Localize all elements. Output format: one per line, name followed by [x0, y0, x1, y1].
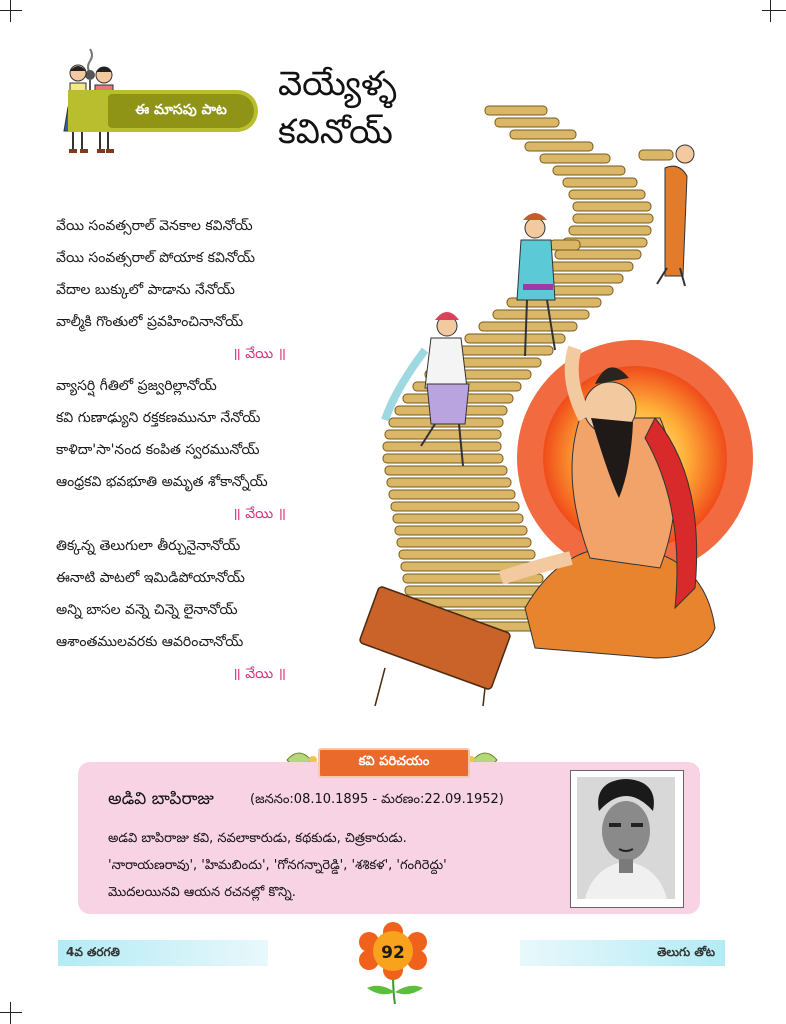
poem-refrain: ॥ వేయి ॥ — [232, 666, 286, 682]
poem-line: వేదాల బుక్కులో పాడాను నేనోయ్ — [56, 282, 235, 298]
crop-mark — [0, 1012, 22, 1013]
poem-line: వేయి సంవత్సరాల్ వెనకాల కవినోయ్ — [56, 218, 253, 234]
poem-refrain: ॥ వేయి ॥ — [232, 346, 286, 362]
poets-staircase-illustration — [355, 88, 755, 708]
poem — [56, 210, 366, 690]
crop-mark — [762, 10, 786, 11]
crop-mark — [10, 1002, 11, 1024]
crop-mark — [770, 0, 771, 22]
section-tag: ఈ మాసపు పాట — [108, 94, 254, 128]
footer-class-label: 4వ తరగతి — [58, 940, 268, 966]
bio-line: అడవి బాపిరాజు కవి, నవలాకారుడు, కథకుడు, చిత్రకారుడు. — [108, 831, 407, 846]
poem-line: అన్ని బాసల వన్నె చిన్నె లైనానోయ్ — [56, 602, 238, 618]
poem-line: ఆశాంతములవరకు ఆవరించానోయ్ — [56, 634, 244, 650]
poem-refrain: ॥ వేయి ॥ — [232, 506, 286, 522]
page-title: వెయ్యేళ్ళ కవినోయ్ — [278, 64, 397, 152]
poem-line: వ్యాసర్షి గీతిలో ప్రజ్వరిల్లానోయ్ — [56, 378, 217, 394]
page-number: 92 — [381, 943, 405, 963]
poet-bio — [108, 825, 563, 906]
poet-intro-heading: కవి పరిచయం — [318, 748, 470, 778]
footer-book-title: తెలుగు తోట — [520, 940, 725, 966]
poem-line: ఈనాటి పాటలో ఇమిడిపోయానోయ్ — [56, 570, 245, 586]
crop-mark — [0, 10, 22, 11]
poet-photo-frame — [570, 770, 684, 908]
poem-line: వాల్మీకి గొంతులో ప్రవహించినానోయ్ — [56, 314, 244, 330]
poet-dates: (జననం:08.10.1895 - మరణం:22.09.1952) — [250, 792, 504, 807]
poem-line: కవి గుణాఢ్యుని రక్తకణమునూ నేనోయ్ — [56, 410, 261, 426]
crop-mark — [10, 0, 11, 22]
bio-line: మొదలయినవి ఆయన రచనల్లో కొన్ని. — [108, 885, 296, 900]
bio-line: 'నారాయణరావు', 'హిమబిందు', 'గోనగన్నారెడ్డి', 'శశికళ', 'గంగిరెద్దు' — [108, 858, 447, 873]
poem-line: తిక్కన్న తెలుగులా తీర్చునైనానోయ్ — [56, 538, 241, 554]
poet-photo — [571, 771, 681, 905]
poem-line: కాళిదా'సా'నంద కంపిత స్వరమునోయ్ — [56, 442, 260, 458]
poem-line: వేయి సంవత్సరాల్ పోయాక కవినోయ్ — [56, 250, 255, 266]
poem-line: ఆంధ్రకవి భవభూతి అమృత శోకాన్నోయ్ — [56, 474, 268, 490]
poet-name: అడివి బాపిరాజు — [108, 789, 214, 809]
